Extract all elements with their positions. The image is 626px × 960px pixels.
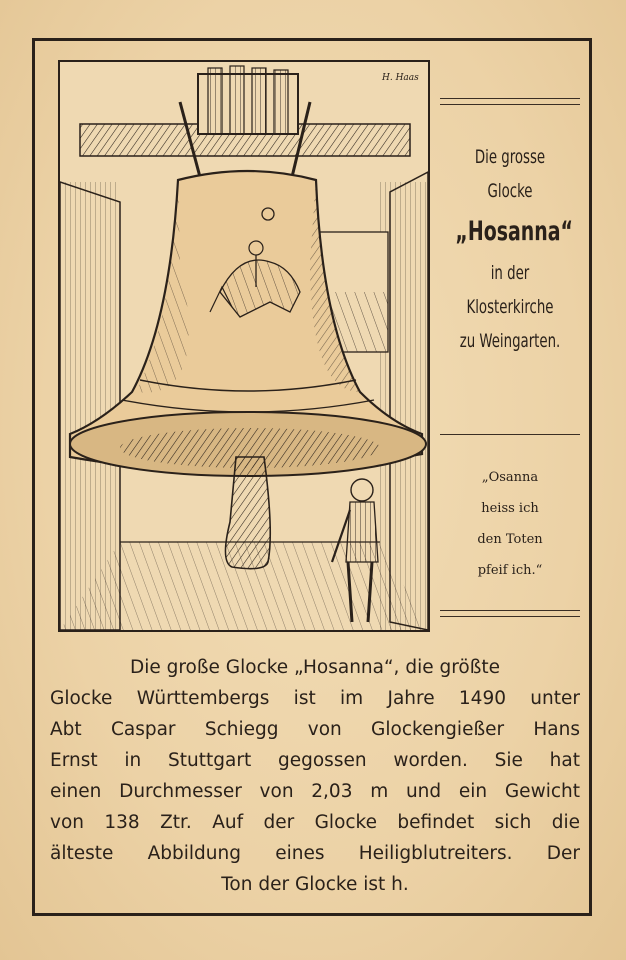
divider-rule-middle — [440, 434, 580, 435]
caption-line: Ernst in Stuttgart gegossen worden. Sie hat — [50, 750, 580, 771]
caption-line: Ton der Glocke ist h. — [221, 874, 409, 895]
caption-line: Abt Caspar Schiegg von Glockengießer Hans — [50, 719, 580, 740]
caption-line: älteste Abbildung eines Heiligblutreiters. Der — [50, 843, 580, 864]
divider-rule-bottom — [440, 610, 580, 611]
caption-line: Glocke Württembergs ist im Jahre 1490 unter — [50, 688, 580, 709]
title-bell-name: „Hosanna“ — [455, 216, 574, 247]
title-line: Die grosse — [474, 146, 546, 168]
caption-line: Die große Glocke „Hosanna“, die größte — [129, 657, 501, 678]
bell-inscription-quote — [440, 462, 580, 586]
divider-rule-bottom-2 — [440, 616, 580, 617]
bell-illustration — [58, 60, 430, 632]
artist-signature: H. Haas — [382, 73, 419, 83]
caption-line: von 138 Ztr. Auf der Glocke befindet sich die — [50, 812, 580, 833]
quote-line: pfeif ich.“ — [477, 563, 543, 578]
title-line: Glocke — [487, 180, 533, 202]
title-line: zu Weingarten. — [459, 330, 561, 352]
title-line: Klosterkirche — [466, 296, 554, 318]
divider-rule-top-2 — [440, 104, 580, 105]
title-block — [440, 140, 580, 358]
bell-yoke — [80, 66, 410, 177]
quote-line: heiss ich — [481, 501, 539, 516]
title-line: in der — [490, 262, 530, 284]
description-caption — [50, 652, 580, 900]
quote-line: „Osanna — [481, 470, 539, 485]
caption-line: einen Durchmesser von 2,03 m und ein Gewicht — [50, 781, 580, 802]
divider-rule-top — [440, 98, 580, 99]
quote-line: den Toten — [477, 532, 543, 547]
